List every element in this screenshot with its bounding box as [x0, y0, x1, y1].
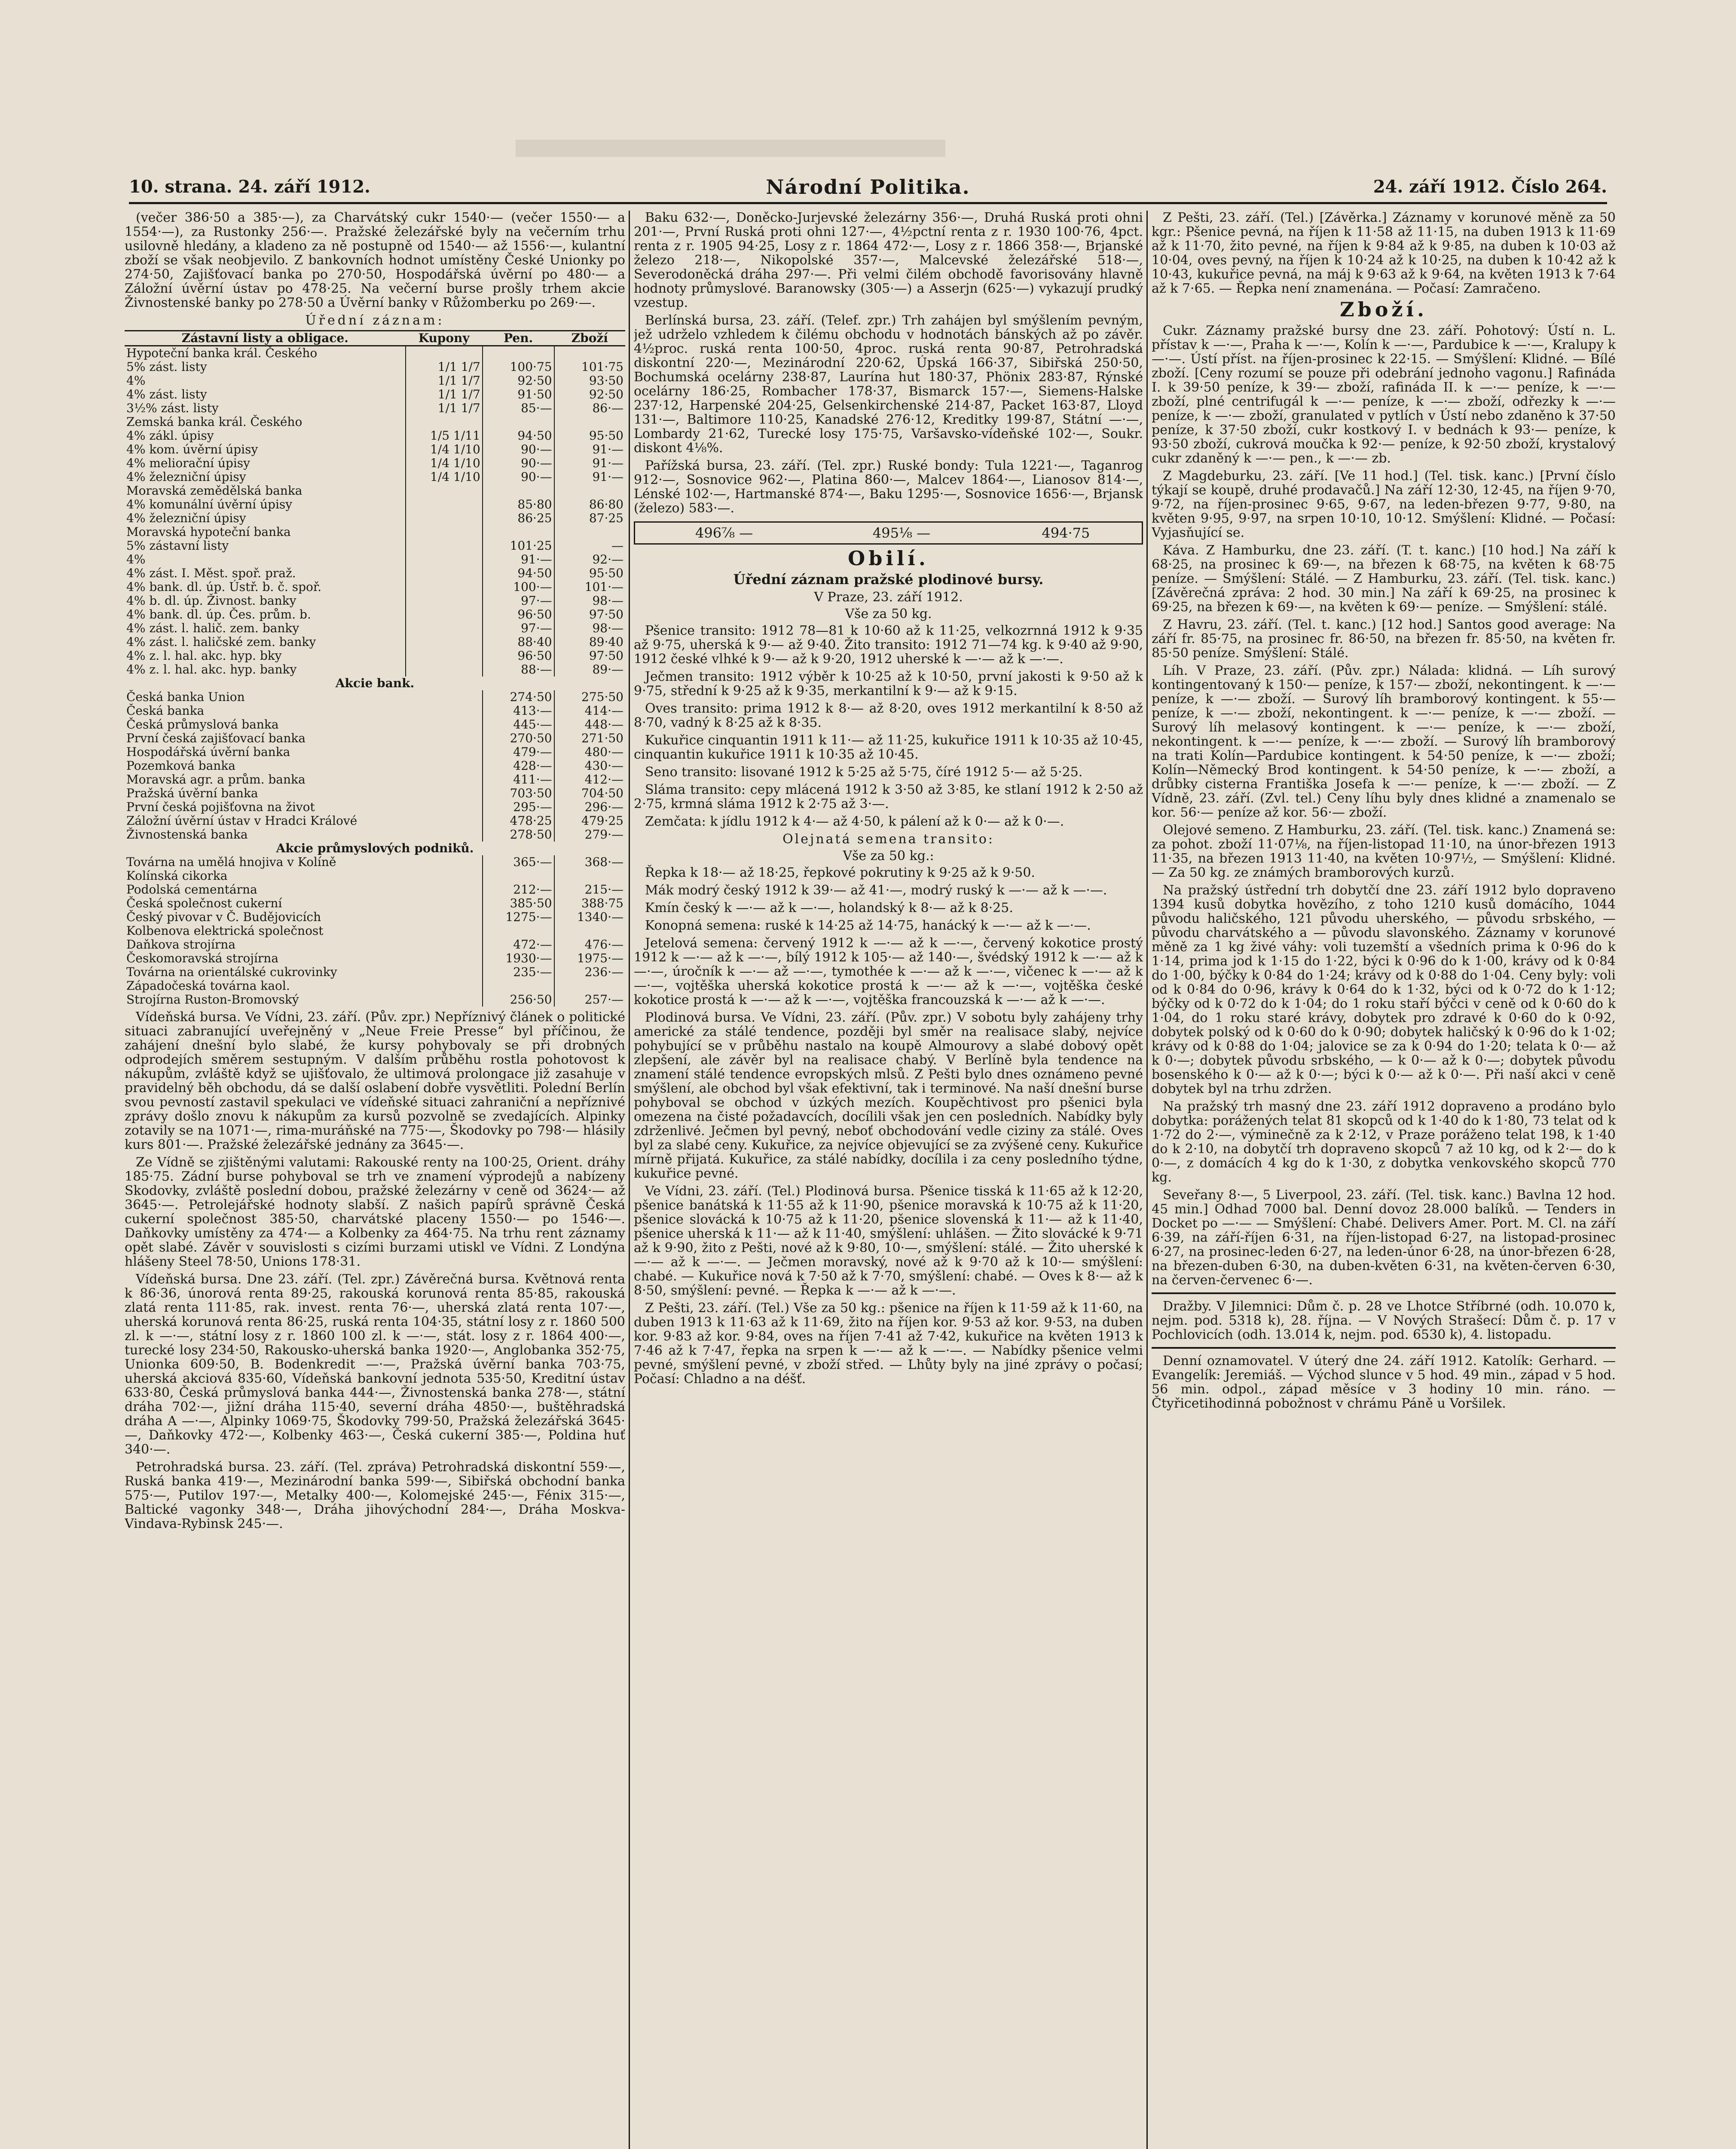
table-cell-value — [406, 553, 483, 566]
table-cell-value: 100·— — [483, 580, 554, 594]
table-cell-value: 1/4 1/10 — [406, 443, 483, 456]
article-paragraph: Ze Vídně se zjištěnými valutami: Rakouské renty na 100·25, Orient. dráhy 185·75. Zádní burse pohyboval se trh ve znamení výprodejů a nabízeny Skodovky, zvláště poslední dobou, pražské železárny v ceně od 3624·— až 3645·—. Petrolejářské hodnoty slabší. Z našich papírů správně Česká cukerní společnost 385·50, charvátské placeny 1550·— po 1546·—. Daňkovky umístěny za 474·— a Kolbenky za 464·75. Na trhu rent záznamy opět slabé. Závěr v souvislosti s cizími burzami utiskl ve Vídni. Z Londýna hlášeny Steel 78·50, Unions 178·31. — [125, 1155, 625, 1269]
table-cell-label: Český pivovar v Č. Budějovicích — [126, 910, 321, 924]
table-cell-label: Českomoravská strojírna — [126, 951, 279, 965]
table-cell-value — [554, 924, 625, 938]
table-cell-value — [554, 484, 625, 498]
table-row — [125, 828, 625, 842]
table-cell-value — [406, 594, 483, 608]
table-row — [125, 621, 625, 635]
table-row — [125, 910, 625, 924]
table-row — [125, 539, 625, 553]
table-row — [125, 346, 625, 361]
article-paragraph: Vídeňská bursa. Dne 23. září. (Tel. zpr.) Závěrečná bursa. Květnová renta k 86·36, únorová renta 89·25, rakouská korunová renta 85·85, rakouská zlatá renta 111·85, rak. invest. renta 76·—, uherská zlatá renta 107·—, uherská korunová renta 86·25, ruská renta 104·35, státní losy z r. 1860 500 zl. k —·—, státní losy z r. 1860 100 zl. k —·—, stát. losy z r. 1864 400·—, turecké losy 234·50, Rakousko-uherská banka 1920·—, Anglobanka 352·75, Unionka 609·50, B. Bodenkredit —·—, Pražská úvěrní banka 703·75, uherská akciová 835·60, Vídeňská bankovní jednota 535·50, Kreditní ústav 633·80, Česká průmyslová banka 444·—, Živnostenská banka 278·—, státní dráha 702·—, jižní dráha 115·40, severní dráha 4850·—, buštěhradská dráha A —·—, Alpinky 1069·75, Škodovky 799·50, Pražská železářská 3645·—, Daňkovky 472·—, Kolbenky 463·—, Česká cukerní 385·—, Poldina huť 340·—. — [125, 1272, 625, 1457]
table-cell-value: 1340·— — [554, 910, 625, 924]
table-cell-label: 5% zástavní listy — [126, 539, 229, 553]
table-cell-value: 1/1 1/7 — [406, 360, 483, 374]
table-cell-value — [554, 979, 625, 993]
table-row — [125, 649, 625, 663]
table-cell-label: 4% zást. listy — [126, 387, 207, 401]
table-cell-label: Továrna na orientálské cukrovinky — [126, 965, 337, 979]
table-cell-value: 1930·— — [483, 952, 554, 965]
table-cell-value: 85·80 — [483, 498, 554, 511]
table-row — [125, 484, 625, 498]
table-cell-value: 95·50 — [554, 429, 625, 443]
table-cell-value: 257·— — [554, 993, 625, 1007]
table-header: Pen. — [483, 331, 554, 346]
newspaper-title: Národní Politika. — [766, 175, 970, 199]
article-paragraph: Petrohradská bursa. 23. září. (Tel. zpráva) Petrohradská diskontní 559·—, Ruská banka 419·—, Mezinárodní banka 599·—, Sibiřská obchodní banka 575·—, Putilov 197·—, Metalky 400·—, Kolomejské 245·—, Fénix 315·—, Baltické vagonky 348·—, Dráha jihovýchodní 284·—, Dráha Moskva-Vindava-Rybinsk 245·—. — [125, 1460, 625, 1531]
table-cell-label: Západočeská továrna kaol. — [126, 979, 290, 993]
table-row — [125, 869, 625, 883]
table-cell-label: Záložní úvěrní ústav v Hradci Králové — [126, 814, 358, 828]
table-cell-value: 97·— — [483, 621, 554, 635]
table-cell-value: 271·50 — [554, 732, 625, 745]
table-cell-value — [483, 346, 554, 361]
table-row — [125, 965, 625, 979]
table-row — [125, 814, 625, 828]
table-cell-value: 279·— — [554, 828, 625, 842]
table-header-row — [125, 331, 625, 346]
table-cell-value: 1/1 1/7 — [406, 374, 483, 388]
table-cell-label: 4% zákl. úpisy — [126, 429, 214, 443]
table-row — [125, 360, 625, 374]
table-cell-value: 388·75 — [554, 897, 625, 910]
table-cell-value: 1/4 1/10 — [406, 456, 483, 470]
table-row — [125, 580, 625, 594]
table-cell-label: 4% komunální úvěrní úpisy — [126, 497, 293, 511]
table-cell-value: 101·— — [554, 580, 625, 594]
table-cell-label: 4% z. l. hal. akc. hyp. bky — [126, 649, 282, 663]
table-cell-label: 5% zást. listy — [126, 360, 207, 374]
table-row — [125, 388, 625, 401]
table-cell-value: 256·50 — [483, 993, 554, 1007]
table-cell-label: 4% bank. dl. úp. Čes. prům. b. — [126, 607, 311, 621]
table-cell-value: 97·50 — [554, 649, 625, 663]
box-value: 495⅛ — — [872, 525, 931, 541]
table-cell-value — [406, 635, 483, 649]
table-cell-label: Zemská banka král. Českého — [126, 415, 303, 429]
table-cell-value: 94·50 — [483, 566, 554, 580]
table-cell-label: 4% zást. l. haličské zem. banky — [126, 635, 316, 649]
bank-shares-body — [125, 690, 625, 842]
table-cell-value: 414·— — [554, 704, 625, 718]
table-cell-value — [406, 580, 483, 594]
table-cell-value: 89·— — [554, 663, 625, 677]
industrial-shares-body — [125, 855, 625, 1007]
table-cell-value: 86·— — [554, 401, 625, 415]
table-row — [125, 511, 625, 525]
article-paragraph: Cukr. Záznamy pražské bursy dne 23. září. Pohotový: Ústí n. L. přístav k —·—, Praha k —·—, Kolín k —·—, Pardubice k —·—, Kralupy k —·—. Ústí příst. na říjen-prosinec k 22·15. — Smýšlení: Klidné. — Bílé zboží. [Ceny rozumí se pouze při odebrání jednoho vagonu.] Rafináda I. k 39·50 peníze, k 39·— zboží, rafináda II. k —·— peníze, k —·— zboží, plné centrifugál k —·— peníze, k —·— zboží, odřezky k —·— peníze, k —·— zboží, granulated v pytlích v Ústí nebo zdaněno k 37·50 peníze, k 37·50 zboží, cukr kostkový I. v bednách k 93·— peníze, k 93·50 zboží, cukrová moučka k 92·— peníze, k 92·50 zboží, krystalový cukr zdaněný k —·— pen., k —·— zb. — [1152, 323, 1616, 466]
article-paragraph: Líh. V Praze, 23. září. (Pův. zpr.) Nálada: klidná. — Líh surový kontingentovaný k 150·— peníze, k 157·— zboží, nekontingent. k —·— peníze, k —·— zboží. — Surový líh bramborový kontingent. k 55·— peníze, k —·— zboží, nekontingent. k —·— peníze, k —·— zboží. — Surový líh melasový kontingent. k —·— peníze, k —·— zboží, nekontingent. k —·— peníze, k —·— zboží. — Surový líh bramborový na trati Kolín—Pardubice kontingent. k 54·50 peníze, k —·— zboží; Kolín—Německý Brod kontingent. k 54·50 peníze, k —·— zboží, a drůbky cisterna Františka Josefa k —·— peníze, k —·— zboží. — Z Vídně, 23. září. (Zvl. tel.) Ceny líhu byly dnes klidné a znamenalo se kor. 56·— peníze až kor. 56·— zboží. — [1152, 663, 1616, 820]
table-cell-value: 95·50 — [554, 566, 625, 580]
table-cell-label: 4% železniční úpisy — [126, 511, 246, 525]
table-cell-value: 97·50 — [554, 608, 625, 621]
table-cell-label: Strojírna Ruston-Bromovský — [126, 992, 299, 1007]
table-cell-label: Moravská hypoteční banka — [126, 525, 291, 539]
table-cell-label: Česká banka — [126, 704, 205, 718]
article-paragraph: Z Pešti, 23. září. (Tel.) [Závěrka.] Záznamy v korunové měně za 50 kgr.: Pšenice pevná, na říjen k 11·58 až 11·15, na duben 1913 k 11·69 až k 11·70, žito pevné, na říjen k 9·84 až k 9·85, na duben k 10·03 až 10·04, oves pevný, na říjen k 10·24 až k 10·25, na duben k 10·42 až k 10·43, kukuřice pevná, na máj k 9·63 až k 9·64, na květen 1913 k 7·64 až k 7·65. — Řepka není znamenána. — Počasí: Zamračeno. — [1152, 211, 1616, 296]
securities-table — [125, 330, 625, 1007]
section-divider — [1152, 1347, 1616, 1349]
table-cell-value: 98·— — [554, 621, 625, 635]
table-cell-label: Česká průmyslová banka — [126, 717, 279, 732]
table-row — [125, 635, 625, 649]
table-header: Zástavní listy a obligace. — [125, 331, 406, 346]
table-cell-value: 428·— — [483, 759, 554, 773]
table-row — [125, 787, 625, 800]
table-header: Kupony — [406, 331, 483, 346]
table-cell-value — [483, 979, 554, 993]
table-cell-value — [554, 346, 625, 361]
section-subtitle: Úřední záznam pražské plodinové bursy. — [733, 571, 1044, 588]
table-cell-value: 278·50 — [483, 828, 554, 842]
table-cell-value: 90·— — [483, 470, 554, 484]
table-cell-label: Moravská agr. a prům. banka — [126, 772, 306, 787]
table-row — [125, 608, 625, 621]
table-cell-label: 4% kom. úvěrní úpisy — [126, 442, 258, 456]
table-cell-value: 411·— — [483, 773, 554, 787]
table-cell-value: 91·— — [554, 456, 625, 470]
article-paragraph: Na pražský ústřední trh dobytčí dne 23. září 1912 bylo dopraveno 1394 kusů dobytka hovězího, z toho 1210 kusů domácího, 1044 původu haličského, 121 původu uherského, — původu srbského, — původu charvátského a — původu slavonského. Záznamy v korunové měně za 1 kg živé váhy: voli tuzemští a všedních prima k 0·96 do k 1·14, prima jod k 1·15 do 1·22, býci k 0·96 do k 1·00, krávy od k 0·84 do 1·00, býčky k 0·84 do 1·24; krávy od k 0·88 do 1·04. Ceny byly: voli od k 0·84 do 0·96, krávy k 0·64 do k 1·32, býci od k 0·72 do k 1·12; býčky od k 0·72 do k 1·04; do 1 roku staří býčci v ceně od k 0·60 do k 1·04, do 1 roku staré krávy, dobytek pro zdravé k 0·60 do k 0·92, dobytek polský od k 0·60 do k 0·90; dobytek haličský k 0·96 do k 1·02; krávy od k 0·88 do 1·04; jalovice se za k 0·94 do 1·20; telata k 0·— až k 0·—; dobytek původu srbského, — k 0·— až k 0·—; dobytek původu bosenského k 0·— až k 0·—; býci k 0·— až k 0·—. Při naší akci v ceně dobytek byl na trhu zdržen. — [1152, 883, 1616, 1096]
table-row — [125, 704, 625, 718]
table-row — [125, 594, 625, 608]
library-stamp-watermark — [516, 135, 945, 161]
table-cell-label: 3½% zást. listy — [126, 401, 219, 415]
table-cell-value: 1975·— — [554, 952, 625, 965]
table-cell-value: 703·50 — [483, 787, 554, 800]
article-paragraph: Dražby. V Jilemnici: Dům č. p. 28 ve Lhotce Stříbrné (odh. 10.070 k, nejm. pod. 5318 k), 28. října. — V Nových Strašecí: Dům č. p. 17 v Pochlovicích (odh. 13.014 k, nejm. pod. 6530 k), 4. listopadu. — [1152, 1299, 1616, 1342]
table-cell-value — [483, 869, 554, 883]
article-paragraph: Pšenice transito: 1912 78—81 k 10·60 až k 11·25, velkozrnná 1912 k 9·35 až 9·75, uherská k 9·— až 9·40. Žito transito: 1912 71—74 kg. k 9·40 až 9·90, 1912 české vlhké k 9·— až k 9·20, 1912 uherské k —·— až k —·—. — [634, 623, 1143, 667]
article-paragraph: Z Havru, 23. září. (Tel. t. kanc.) [12 hod.] Santos good average: Na září fr. 85·75, na prosinec fr. 86·50, na březen fr. 85·50, na květen fr. 85·50 peníze. Smýšlení: Stálé. — [1152, 617, 1616, 661]
article-paragraph: Na pražský trh masný dne 23. září 1912 dopraveno a prodáno bylo dobytka: porážených telat 81 skopců od k 1·40 do k 1·80, 73 telat od k 1·72 do 2·—, výminečně za k 2·12, v Praze poráženo telat 198, k 1·40 do k 2·10, na dobytčí trh dopraveno skopců 7 až 10 kg, od k 2·— do k 0·—, z domácích 4 kg do k 1·30, z dobytka venkovského skopců 770 kg. — [1152, 1099, 1616, 1185]
article-paragraph: Z Magdeburku, 23. září. [Ve 11 hod.] (Tel. tisk. kanc.) [První číslo týkají se koupě, druhé prodavačů.] Na září 12·30, 12·45, na říjen 9·70, 9·72, na říjen-prosinec 9·65, 9·67, na leden-březen 9·77, 9·80, na květen 9·95, 9·97, na srpen 10·10, 10·12. Smýšlení: Klidné. — Počasí: Vyjasňující se. — [1152, 468, 1616, 540]
article-paragraph: Ječmen transito: 1912 výběr k 10·25 až k 10·50, první jakosti k 9·50 až k 9·75, střední k 9·25 až k 9·35, merkantilní k 9·— až k 9·15. — [634, 669, 1143, 698]
table-cell-value: 101·75 — [554, 360, 625, 374]
article-paragraph: Konopná semena: ruské k 14·25 až 14·75, hanácký k —·— až k —·—. — [645, 918, 1091, 933]
column-2 — [634, 211, 1143, 2149]
table-row — [125, 663, 625, 677]
table-group-heading: Akcie bank. — [335, 676, 415, 690]
table-cell-value: 479·25 — [554, 814, 625, 828]
table-cell-label: Továrna na umělá hnojiva v Kolíně — [126, 855, 336, 869]
column-rule — [629, 211, 630, 2149]
table-cell-value: 1275·— — [483, 910, 554, 924]
table-cell-value: 480·— — [554, 745, 625, 759]
subsection-heading: Olejnatá semena transito: — [782, 832, 994, 847]
article-paragraph: Denní oznamovatel. V úterý dne 24. září 1912. Katolík: Gerhard. — Evangelík: Jeremiáš. — Východ slunce v 5 hod. 49 min., západ v 5 hod. 56 min. odpol., západ měsíce v 3 hodiny 10 min. ráno. — Čtyřicetihodinná pobožnost v chrámu Páně u Voršilek. — [1152, 1353, 1616, 1411]
table-cell-value: 412·— — [554, 773, 625, 787]
table-cell-value: 100·75 — [483, 360, 554, 374]
table-cell-value: 97·— — [483, 594, 554, 608]
table-cell-value: 478·25 — [483, 814, 554, 828]
table-cell-value — [406, 415, 483, 429]
article-paragraph: Seno transito: lisované 1912 k 5·25 až 5·75, číré 1912 5·— až 5·25. — [645, 765, 1083, 780]
table-row — [125, 415, 625, 429]
table-cell-value: 98·— — [554, 594, 625, 608]
table-cell-value: 96·50 — [483, 608, 554, 621]
table-row — [125, 718, 625, 732]
table-cell-label: Česká společnost cukerní — [126, 896, 282, 910]
table-cell-value: 91·50 — [483, 388, 554, 401]
table-cell-label: Kolínská cikorka — [126, 869, 228, 883]
table-cell-value: 86·80 — [554, 498, 625, 511]
table-row — [125, 800, 625, 814]
table-row — [125, 470, 625, 484]
table-cell-label: 4% zást. l. halič. zem. banky — [126, 621, 300, 635]
table-cell-value: 90·— — [483, 456, 554, 470]
article-paragraph: Z Pešti, 23. září. (Tel.) Vše za 50 kg.: pšenice na říjen k 11·59 až k 11·60, na duben 1913 k 11·63 až k 11·69, žito na říjen kor. 9·53 až kor. 9·53, na duben kor. 9·83 až kor. 9·84, oves na říjen 7·41 až 7·42, kukuřice na květen 1913 k 7·46 až k 7·47, řepka na srpen k —·— až k —·—. — Nabídky pšenice velmi pevné, smýšlení pevné, v zboží střed. — Lhůty byly na jiné zprávy o počasí; Počasí: Chladno a na déšť. — [634, 1301, 1143, 1387]
article-paragraph: Kmín český k —·— až k —·—, holandský k 8·— až k 8·25. — [645, 900, 1013, 915]
table-cell-label: 4% železniční úpisy — [126, 470, 246, 484]
article-paragraph: (večer 386·50 a 385·—), za Charvátský cukr 1540·— (večer 1550·— a 1554·—), za Rustonky 256·—. Pražské železářské byly na večerním trhu usilovně hledány, a kladeno za ně postupně od 1540·— až 1556·—, kulantní zboží se však neobjevilo. Z bankovních hodnot umístěny České Unionky po 274·50, Zajišťovací banka po 270·50, Hospodářská úvěrní po 480·— a Záložní úvěrní ústav po 478·25. Na večerní burse prošly trhem akcie Živnostenské banky po 278·50 a Úvěrní banky v Růžomberku po 269·—. — [125, 211, 625, 310]
table-cell-label: 4% bank. dl. úp. Ústř. b. č. spoř. — [126, 580, 322, 594]
box-value: 496⅞ — — [695, 525, 753, 541]
table-cell-value — [406, 621, 483, 635]
table-cell-value: 86·25 — [483, 511, 554, 525]
table-cell-value — [483, 525, 554, 539]
column-1 — [125, 211, 625, 2149]
table-group-heading: Akcie průmyslových podniků. — [276, 841, 474, 855]
table-cell-value — [406, 649, 483, 663]
table-cell-value: 448·— — [554, 718, 625, 732]
table-cell-value: 87·25 — [554, 511, 625, 525]
dateline: V Praze, 23. září 1912. — [814, 590, 963, 605]
table-cell-value — [483, 415, 554, 429]
table-row — [125, 745, 625, 759]
table-cell-value: 413·— — [483, 704, 554, 718]
table-cell-value: 212·— — [483, 883, 554, 897]
table-cell-value — [406, 511, 483, 525]
table-cell-value — [406, 663, 483, 677]
table-cell-value: 88·— — [483, 663, 554, 677]
table-cell-value: 91·— — [554, 443, 625, 456]
table-cell-label: Moravská zemědělská banka — [126, 484, 303, 498]
table-cell-value: 704·50 — [554, 787, 625, 800]
table-row — [125, 924, 625, 938]
article-paragraph: Baku 632·—, Doněcko-Jurjevské železárny 356·—, Druhá Ruská proti ohni 201·—, První Ruská proti ohni 127·—, 4½pctní renta z r. 1930 100·76, 4pct. renta z r. 1905 94·25, Losy z r. 1864 472·—, Losy z r. 1866 358·—, Brjanské železo 218·—, Nikopolské 357·—, Malcevské železářské 518·—, Severodoněcká dráha 297·—. Při velmi čilém obchodě favorisovány hlavně hodnoty průmyslové. Baranowsky (305·—) a Asserjn (625·—) vykazují prudký vzestup. — [634, 211, 1143, 310]
table-cell-label: Česká banka Union — [126, 690, 245, 704]
table-header: Zboží — [554, 331, 625, 346]
table-cell-value: 270·50 — [483, 732, 554, 745]
table-row — [125, 759, 625, 773]
table-cell-label: 4% zást. I. Měst. spoř. praž. — [126, 566, 296, 580]
table-row — [125, 553, 625, 566]
table-cell-value — [406, 566, 483, 580]
table-cell-value: 90·— — [483, 443, 554, 456]
unit-note: Vše za 50 kg. — [845, 606, 932, 621]
table-cell-label: Pražská úvěrní banka — [126, 786, 258, 800]
table-cell-value — [406, 525, 483, 539]
table-cell-value: 94·50 — [483, 429, 554, 443]
table-cell-value: 1/5 1/11 — [406, 429, 483, 443]
section-title: Zboží. — [1339, 298, 1428, 321]
table-cell-value: 274·50 — [483, 690, 554, 704]
table-cell-value: 89·40 — [554, 635, 625, 649]
table-cell-label: Podolská cementárna — [126, 882, 257, 897]
table-cell-value: 88·40 — [483, 635, 554, 649]
table-cell-value: 476·— — [554, 938, 625, 952]
table-row — [125, 374, 625, 388]
table-cell-value: 472·— — [483, 938, 554, 952]
table-row — [125, 897, 625, 910]
table-cell-value — [554, 415, 625, 429]
article-paragraph: Berlínská bursa, 23. září. (Telef. zpr.) Trh zahájen byl smýšlením pevným, jež udrželo vzhledem k čilému obchodu v hodnotách bánských až po závěr. 4½proc. ruská renta 100·50, 4proc. ruská renta 90·87, Petrohradská diskontní 220·—, Mezinárodní 220·62, Úpská 166·37, Sibiřská 250·50, Bochumská ocelárny 238·87, Laurína hut 180·37, Phönix 283·87, Rýnské ocelárny 186·25, Rombacher 178·37, Bismarck 157·—, Siemens-Halske 237·12, Harpenské 204·25, Gelsenkirchenské 214·87, Packet 163·87, Lloyd 131·—, Baltimore 110·25, Kanadské 276·12, Kreditky 199·87, Státní —·—, Lombardy 21·62, Turecké losy 175·75, Varšavsko-vídeňské 102·—, Soukr. diskont 4⅛%. — [634, 313, 1143, 456]
table-cell-value: 236·— — [554, 965, 625, 979]
table-row — [125, 938, 625, 952]
table-cell-label: Kolbenova elektrická společnost — [126, 924, 324, 938]
table-cell-value: 215·— — [554, 883, 625, 897]
table-cell-label: 4% b. dl. úp. Živnost. banky — [126, 594, 296, 608]
table-cell-value — [554, 869, 625, 883]
article-paragraph: Řepka k 18·— až 18·25, řepkové pokrutiny k 9·25 až k 9·50. — [645, 865, 1035, 880]
unit-note: Vše za 50 kg.: — [843, 848, 934, 863]
article-paragraph: Pařížská bursa, 23. září. (Tel. zpr.) Ruské bondy: Tula 1221·—, Taganrog 912·—, Sosnovice 962·—, Platina 860·—, Malcev 1864·—, Lianosov 814·—, Lénské 102·—, Hartmanské 874·—, Baku 1295·—, Sosnovice 1656·—, Brjansk (železo) 583·—. — [634, 458, 1143, 516]
table-row — [125, 883, 625, 897]
table-cell-value: 235·— — [483, 965, 554, 979]
table-cell-label: 4% meliorační úpisy — [126, 456, 250, 470]
table-row — [125, 566, 625, 580]
table-cell-label: Daňkova strojírna — [126, 937, 236, 952]
table-cell-label: Živnostenská banka — [126, 827, 248, 842]
table-row — [125, 401, 625, 415]
article-paragraph: Oves transito: prima 1912 k 8·— až 8·20, oves 1912 merkantilní k 8·50 až 8·70, vadný k 8·25 až k 8·35. — [634, 701, 1143, 730]
table-cell-value: 92·50 — [554, 388, 625, 401]
table-row — [125, 690, 625, 704]
article-paragraph: Jetelová semena: červený 1912 k —·— až k —·—, červený kokotice prostý 1912 k —·— až k —·—, bílý 1912 k 105·— až 140·—, švédský 1912 k —·— až k —·—, úročník k —·— až —·—, tymothée k —·— až k —·—, vičenec k —·— až k —·—, vojtěška uherská kokotice prostá k —·— až k —·—, vojtěška české kokotice prostá k —·— až k —·—, vojtěška francouzská k —·— až k —·—. — [634, 936, 1143, 1007]
table-cell-value: 1/1 1/7 — [406, 401, 483, 415]
table-cell-value: 93·50 — [554, 374, 625, 388]
article-paragraph: Olejové semeno. Z Hamburku, 23. září. (Tel. tisk. kanc.) Znamená se: za pohot. zboží 11·07⅛, na říjen-listopad 11·10, na únor-březen 1913 11·35, na březen 1913 11·40, na květen 10·97½, — Smýšlení: Klidné. — Za 50 kg. ze známých bramborových kurzů. — [1152, 823, 1616, 880]
table-cell-value — [406, 539, 483, 553]
table-cell-value — [406, 608, 483, 621]
box-value: 494·75 — [1042, 525, 1090, 541]
table-cell-value: 385·50 — [483, 897, 554, 910]
securities-table-body — [125, 346, 625, 677]
article-paragraph: Vídeňská bursa. Ve Vídni, 23. září. (Pův. zpr.) Nepříznivý článek o politické situaci zabranující uveřejněný v „Neue Freie Presse“ byl příčinou, že zahájení dnešní bylo slabé, že kursy pohybovaly se při drobných odprodejích směrem sestupným. V dalším průběhu rostla pohotovost k nákupům, zvláště když se ujišťovalo, že ultimová prolongace již zasahuje v pravidelný běh obchodu, dá se další oslabení dobře vysvětliti. Polední Berlín svou pevností zastavil spekulaci ve vídeňské situaci zahraniční a nepříznivé zprávy došlo znovu k nákupům za kursů pozvolně se zvedajících. Alpinky zotavily se na 1071·—, rima-muráňské na 775·—, Škodovky po 798·— hlásily kurs 801·—. Pražské železářské jednány za 3645·—. — [125, 1010, 625, 1152]
table-row — [125, 456, 625, 470]
article-paragraph: Kukuřice cinquantin 1911 k 11·— až 11·25, kukuřice 1911 k 10·35 až 10·45, cinquantin kukuřice 1911 k 10·35 až 10·45. — [634, 733, 1143, 762]
table-cell-label: Pozemková banka — [126, 759, 235, 773]
article-paragraph: Zemčata: k jídlu 1912 k 4·— až 4·50, k pálení až k 0·— až k 0·—. — [645, 814, 1064, 829]
table-row — [125, 993, 625, 1007]
table-row — [125, 979, 625, 993]
table-cell-value: 445·— — [483, 718, 554, 732]
table-cell-label: 4% — [126, 552, 146, 566]
article-paragraph: Ve Vídni, 23. září. (Tel.) Plodinová bursa. Pšenice tisská k 11·65 až k 12·20, pšenice banátská k 11·55 až k 11·90, pšenice moravská k 10·75 až k 11·20, pšenice slovácká k 10·75 až k 11·20, pšenice slovenská k 11·— až k 11·40, pšenice uherská k 11·— až k 11·40, smýšlení: uhlášen. — Žito slovácké k 9·71 až k 9·90, žito z Pešti, nové až k 9·80, 10·—, smýšlení: stálé. — Žito uherské k —·— až k —·—. — Ječmen moravský, nové až k 9·70 až k 10·— smýšlení: chabé. — Kukuřice nová k 7·50 až k 7·70, smýšlení: chabé. — Oves k 8·— až k 8·50, smýšlení: pevné. — Řepka k —·— až k —·—. — [634, 1184, 1143, 1298]
table-cell-value: 295·— — [483, 800, 554, 814]
table-cell-value: 85·— — [483, 401, 554, 415]
table-cell-value: 368·— — [554, 855, 625, 869]
table-row — [125, 525, 625, 539]
article-paragraph: Mák modrý český 1912 k 39·— až 41·—, modrý ruský k —·— až k —·—. — [645, 883, 1107, 898]
table-row — [125, 429, 625, 443]
column-rule — [1146, 211, 1148, 2149]
table-row — [125, 443, 625, 456]
table-cell-value: 1/1 1/7 — [406, 388, 483, 401]
table-cell-value: 96·50 — [483, 649, 554, 663]
table-cell-value: 479·— — [483, 745, 554, 759]
section-heading: Úřední záznam: — [305, 313, 445, 328]
issue-date-number: 24. září 1912. Číslo 264. — [1373, 177, 1607, 197]
table-cell-value: 101·25 — [483, 539, 554, 553]
column-3 — [1152, 211, 1616, 2149]
table-cell-value — [406, 346, 483, 361]
table-row — [125, 732, 625, 745]
table-cell-value: 92·50 — [483, 374, 554, 388]
table-cell-value — [483, 924, 554, 938]
table-cell-value: 365·— — [483, 855, 554, 869]
table-cell-value — [554, 525, 625, 539]
table-cell-label: Hypoteční banka král. Českého — [126, 346, 318, 360]
boxed-quote — [634, 521, 1143, 545]
table-row — [125, 952, 625, 965]
article-paragraph: Plodinová bursa. Ve Vídni, 23. září. (Pův. zpr.) V sobotu byly zahájeny trhy americké za stálé tendence, později byl směr na realisace slabý, nejvíce pohybující se v průběhu nastalo na koupě Almourovy a slabé dobový opět zlepšení, ale závěr byl na realisace chabý. V Berlíně byla tendence na znamení stálé tendence evropských mlsů. Z Pešti bylo dnes oznámeno pevné smýšlení, ale obchod byl však efektivní, tak i terminové. Na naší dnešní burse pohyboval se obchod v úzkých mezích. Koupěchtivost pro pšenici byla omezena na čisté požadavcích, docílili však jen cen posledních. Nabídky byly zdrženlivé. Ječmen byl pevný, neboť obchodování vedle ciziny za stálé. Oves byl za slabé ceny. Kukuřice, za nejvíce objevující se za zvýšené ceny. Kukuřice mírně přijatá. Kukuřice, za stálé nabídky, docílila i za ceny posledního týdne, kukuřice pevné. — [634, 1010, 1143, 1181]
page-header — [129, 172, 1607, 204]
table-cell-value: 275·50 — [554, 690, 625, 704]
table-row — [125, 855, 625, 869]
table-cell-value: 430·— — [554, 759, 625, 773]
article-paragraph: Seveřany 8·—, 5 Liverpool, 23. září. (Tel. tisk. kanc.) Bavlna 12 hod. 45 min.] Odhad 7000 bal. Denní dovoz 28.000 balíků. — Tenders in Docket po —·— — Smýšlení: Chabé. Delivers Amer. Port. M. Cl. na září 6·39, na září-říjen 6·31, na říjen-listopad 6·27, na listopad-prosinec 6·27, na prosinec-leden 6·27, na leden-únor 6·28, na únor-březen 6·28, na březen-duben 6·30, na duben-květen 6·31, na květen-červen 6·30, na červen-červenec 6·—. — [1152, 1188, 1616, 1288]
article-paragraph: Sláma transito: cepy mlácená 1912 k 3·50 až 3·85, ke stlaní 1912 k 2·50 až 2·75, krmná sláma 1912 k 2·75 až 3·—. — [634, 782, 1143, 811]
table-cell-value: 91·— — [554, 470, 625, 484]
table-cell-label: Hospodářská úvěrní banka — [126, 745, 290, 759]
table-cell-label: 4% — [126, 373, 146, 388]
table-cell-value: 296·— — [554, 800, 625, 814]
table-cell-value: 92·— — [554, 553, 625, 566]
table-cell-value — [406, 498, 483, 511]
table-cell-value — [406, 484, 483, 498]
table-cell-label: 4% z. l. hal. akc. hyp. banky — [126, 662, 297, 677]
table-cell-value: — — [554, 539, 625, 553]
table-row — [125, 498, 625, 511]
section-title: Obilí. — [848, 547, 929, 570]
table-cell-value — [483, 484, 554, 498]
table-cell-value: 1/4 1/10 — [406, 470, 483, 484]
section-divider — [1152, 1292, 1616, 1294]
article-paragraph: Káva. Z Hamburku, dne 23. září. (T. t. kanc.) [10 hod.] Na září k 68·25, na prosinec k 69·—, na březen k 68·75, na květen k 68·75 peníze. — Smýšlení: Stálé. — Z Hamburku, 23. září. (Tel. tisk. kanc.) [Závěrečná zpráva: 2 hod. 30 min.] Na září k 69·25, na prosinec k 69·25, na březen k 69·—, na květen k 69·— peníze. — Smýšlení: stálé. — [1152, 543, 1616, 615]
table-cell-label: První česká zajišťovací banka — [126, 731, 306, 745]
table-cell-label: První česká pojišťovna na život — [126, 800, 315, 814]
table-cell-value: 91·— — [483, 553, 554, 566]
page-number-date: 10. strana. 24. září 1912. — [129, 177, 370, 197]
table-row — [125, 773, 625, 787]
